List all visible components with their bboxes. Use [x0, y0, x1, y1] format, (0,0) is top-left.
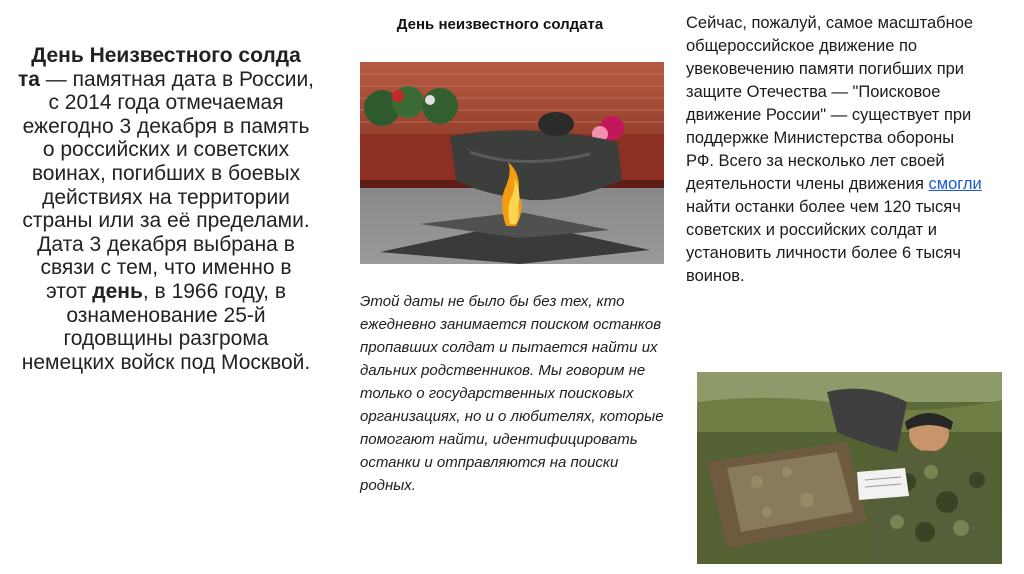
day-3-second: 3 [89, 232, 102, 256]
left-text-4: декабря выбрана в связи с тем, что именно в этот [40, 232, 295, 303]
number-25: 25 [223, 303, 247, 327]
middle-italic-text: Этой даты не было бы без тех, кто ежедневно занимается поиском останков пропавших солдат и пытается найти их дальних родственников. Мы говорим не только о государственных поисковых организациях, но и о любителях, которые помогают найти, идентифицировать останки и отправляются на поиски родных. [360, 293, 664, 494]
left-text-5: , в [142, 279, 172, 303]
right-text-block [686, 12, 986, 288]
middle-title: День неизвестного солдата [396, 16, 604, 33]
right-text-1: Сейчас, пожалуй, самое масштабное общероссийское движение по увековечению памяти погибших при защите Отечества — "Поисковое движение России" — существует при поддержке Министерства обороны РФ. Всего за несколько лет своей деятельности члены движения [686, 14, 974, 193]
term-heading: День Неизвестного солда та [18, 44, 301, 91]
left-text-7: -й годовщины разгрома немецких войск под Москвой. [21, 303, 311, 374]
left-text-1: — памятная дата в России, с [39, 67, 315, 115]
year-2014: 2014 [64, 91, 112, 115]
search-team-photo [697, 372, 1002, 564]
den-bold: день [92, 279, 143, 303]
left-text-6: году, в ознаменование [66, 279, 287, 327]
left-text-2: года отмечаемая ежегодно [22, 91, 284, 138]
eternal-flame-photo [360, 62, 664, 264]
right-text-2: найти останки более чем 120 тысяч советских и российских солдат и установить личности более 6 тысяч воинов. [686, 198, 961, 285]
smogli-link[interactable]: смогли [928, 175, 982, 193]
day-3-first: 3 [119, 114, 132, 138]
year-1966: 1966 [171, 279, 219, 303]
left-text-block [18, 44, 314, 374]
left-text-3: декабря в память о российских и советских воинах, погибших в боевых действиях на территории страны или за её пределами. Дата [22, 114, 310, 256]
